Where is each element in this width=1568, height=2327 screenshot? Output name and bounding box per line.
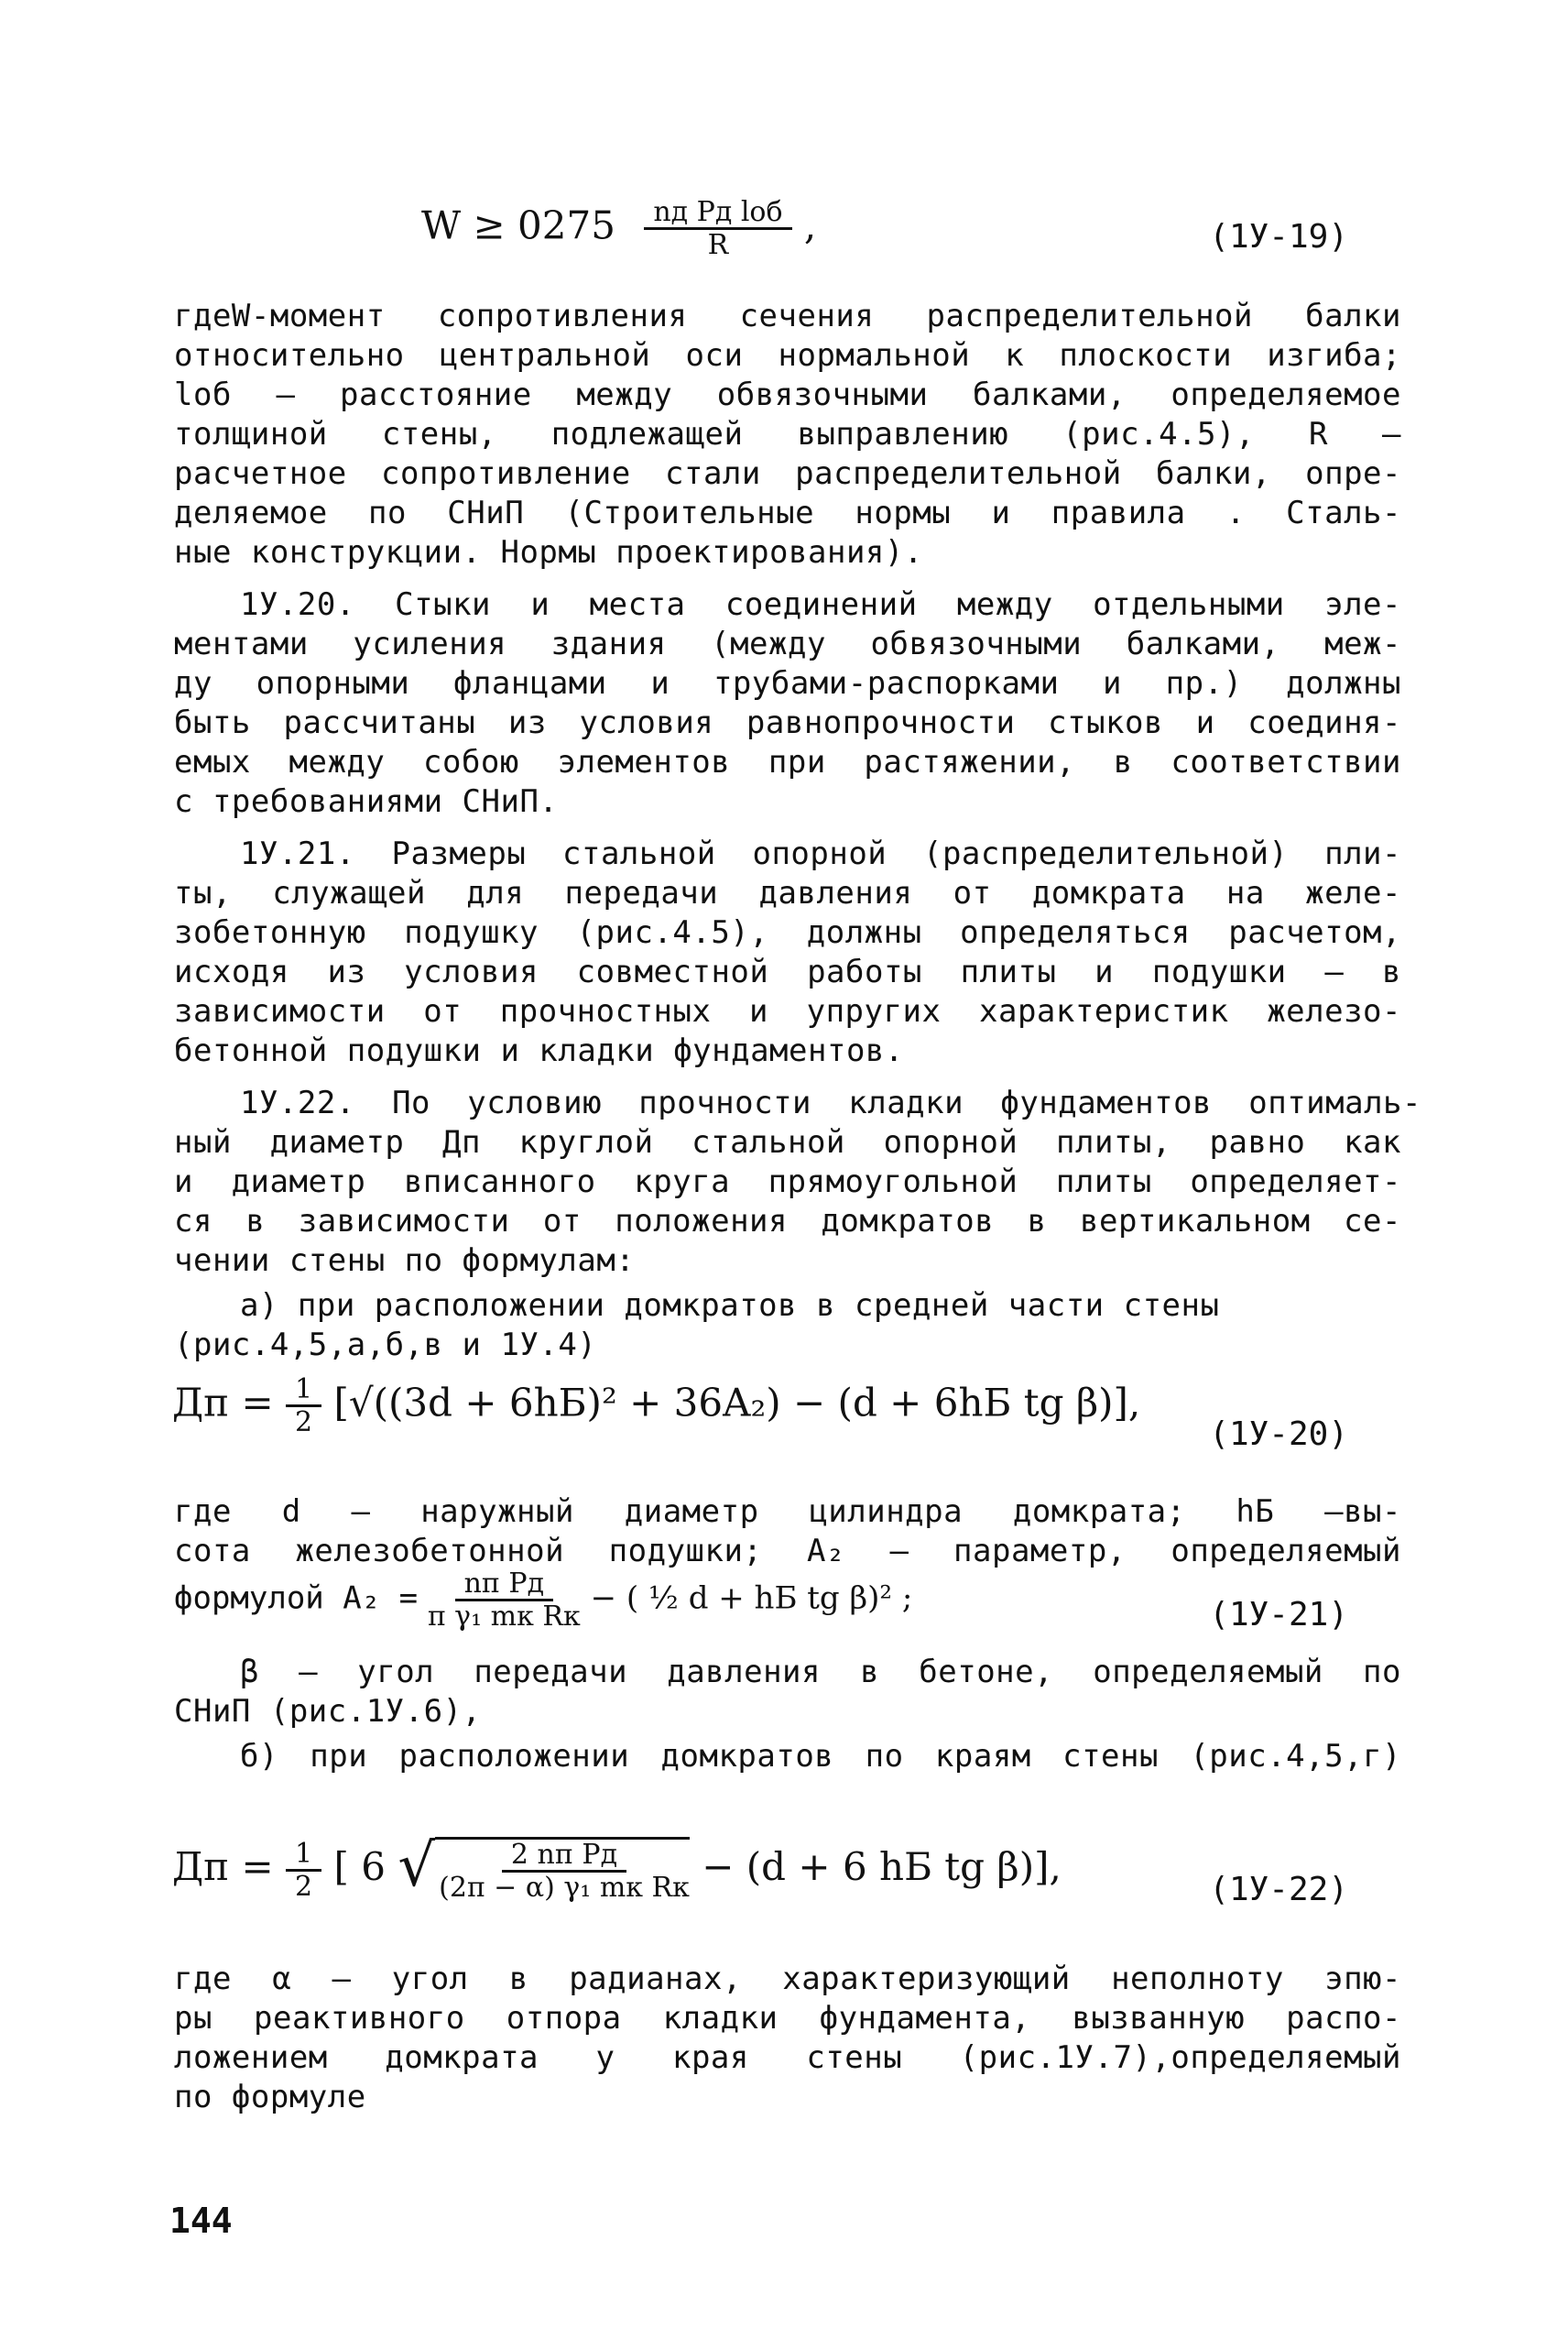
equation-label-1u-19: (1У-19)	[1209, 218, 1348, 256]
fraction	[644, 197, 791, 260]
text-line: емых между собою элементов при растяжении, в соответствии	[174, 744, 1401, 781]
page-number: 144	[169, 2201, 233, 2241]
equation-label-1u-22: (1У-22)	[1209, 1871, 1348, 1908]
text-line: ный диаметр Дп круглой стальной опорной плиты, равно как	[174, 1124, 1401, 1161]
text-line: гдеW-момент сопротивления сечения распределительной балки	[174, 298, 1401, 334]
text-line: и диаметр вписанного круга прямоугольной плиты определяет-	[174, 1164, 1401, 1200]
text-line: по формуле	[174, 2079, 366, 2115]
fraction-denominator: 2	[295, 1406, 313, 1438]
formula-1u-19	[421, 197, 816, 260]
equation-label-1u-20: (1У-20)	[1209, 1415, 1348, 1453]
formula-lhs: Дп =	[172, 1380, 274, 1426]
text-line: ры реактивного отпора кладки фундамента, вызванную распо-	[174, 2000, 1401, 2037]
formula-lhs: W ≥ 0275	[421, 202, 615, 248]
fraction	[428, 1568, 581, 1632]
text-line: толщиной стены, подлежащей выправлению (рис.4.5), R –	[174, 416, 1401, 453]
text-line: ментами усиления здания (между обвязочными балками, меж-	[174, 626, 1401, 662]
fraction-denominator: (2π − α) γ₁ mк Rк	[439, 1872, 690, 1904]
text-line: б) при расположении домкратов по краям стены (рис.4,5,г)	[240, 1738, 1401, 1775]
formula-body: − ( ½ d + hБ tg β)² ;	[590, 1579, 913, 1617]
text-line: чении стены по формулам:	[174, 1242, 636, 1279]
text-line: (рис.4,5,а,б,в и 1У.4)	[174, 1327, 597, 1363]
sqrt-icon: √	[397, 1832, 436, 1900]
fraction-denominator: R	[707, 229, 729, 261]
formula-body: [√((3d + 6hБ)² + 36A₂) − (d + 6hБ tg β)],	[333, 1380, 1141, 1426]
paragraph-1u-22-start: 1У.22. По условию прочности кладки фундаментов оптималь-	[240, 1085, 1421, 1121]
fraction-numerator: 1	[286, 1839, 321, 1872]
fraction-numerator: 1	[286, 1374, 321, 1407]
paragraph-1u-20-start: 1У.20. Стыки и места соединений между отдельными эле-	[240, 586, 1401, 623]
text-line: ложением домкрата у края стены (рис.1У.7),определяемый	[174, 2039, 1401, 2076]
text-line: ду опорными фланцами и трубами-распорками и пр.) должны	[174, 665, 1401, 702]
fraction-numerator: 2 nп Pд	[502, 1840, 626, 1873]
formula-body: − (d + 6 hБ tg β)],	[702, 1844, 1062, 1889]
fraction-half	[286, 1839, 321, 1902]
formula-1u-21	[174, 1568, 912, 1632]
text-line: β – угол передачи давления в бетоне, определяемый по	[240, 1654, 1401, 1690]
text-line: расчетное сопротивление стали распределительной балки, опре-	[174, 455, 1401, 492]
text-line: сота железобетонной подушки; A₂ – параметр, определяемый	[174, 1533, 1401, 1569]
text-line: быть рассчитаны из условия равнопрочности стыков и соединя-	[174, 705, 1401, 741]
text-line: СНиП (рис.1У.6),	[174, 1693, 482, 1730]
equation-label-1u-21: (1У-21)	[1209, 1596, 1348, 1633]
formula-1u-22	[172, 1832, 1062, 1903]
text-line: зависимости от прочностных и упругих характеристик железо-	[174, 993, 1401, 1030]
text-line: ты, служащей для передачи давления от домкрата на желе-	[174, 875, 1401, 912]
text-line: ные конструкции. Нормы проектирования).	[174, 534, 923, 571]
text-line: с требованиями СНиП.	[174, 783, 559, 820]
formula-comma: ,	[803, 202, 817, 248]
text-line: где α – угол в радианах, характеризующий неполноту эпю-	[174, 1961, 1401, 1997]
formula-lhs: Дп =	[172, 1844, 274, 1889]
fraction-numerator: nп Pд	[455, 1568, 554, 1601]
formula-bracket: [ 6	[333, 1844, 386, 1889]
paragraph-1u-21-start: 1У.21. Размеры стальной опорной (распределительной) пли-	[240, 836, 1401, 872]
fraction-denominator: 2	[295, 1870, 313, 1903]
text-line: ся в зависимости от положения домкратов в вертикальном се-	[174, 1203, 1401, 1240]
fraction-denominator: π γ₁ mк Rк	[427, 1600, 581, 1633]
text-line: исходя из условия совместной работы плиты и подушки – в	[174, 954, 1401, 990]
text-line: относительно центральной оси нормальной к плоскости изгиба;	[174, 337, 1401, 374]
fraction-under-root	[435, 1837, 690, 1903]
text-line: деляемое по СНиП (Строительные нормы и правила . Сталь-	[174, 495, 1401, 531]
text-line: lоб – расстояние между обвязочными балками, определяемое	[174, 377, 1401, 413]
fraction-half	[286, 1374, 321, 1437]
text-line: где d – наружный диаметр цилиндра домкрата; hБ –вы-	[174, 1493, 1401, 1530]
text-line: бетонной подушки и кладки фундаментов.	[174, 1032, 904, 1069]
text-line: зобетонную подушку (рис.4.5), должны определяться расчетом,	[174, 914, 1401, 951]
text-line: а) при расположении домкратов в средней части стены	[240, 1287, 1220, 1324]
fraction-numerator: nд Pд lоб	[644, 197, 791, 230]
formula-1u-20	[172, 1374, 1140, 1437]
formula-lhs: формулой A₂ =	[174, 1579, 419, 1617]
